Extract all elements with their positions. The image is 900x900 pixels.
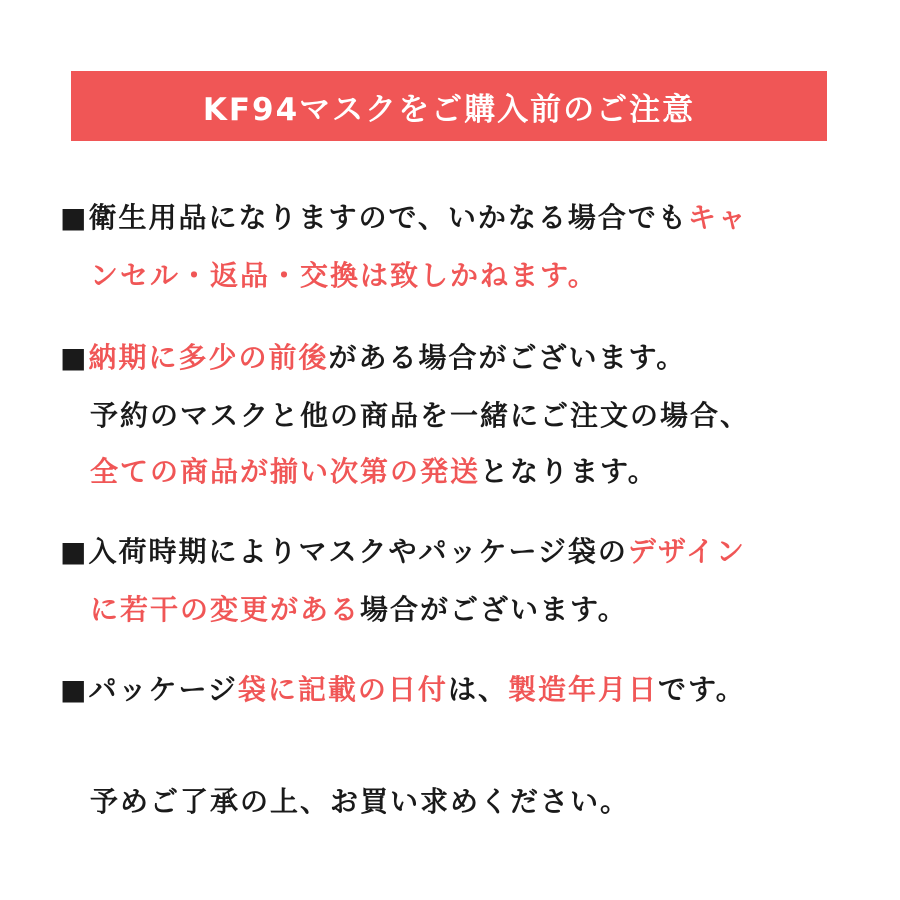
note-4-highlight-2: 製造年月日	[507, 673, 658, 706]
bullet-square-icon: ■	[60, 201, 89, 234]
note-2-line-1	[60, 338, 686, 378]
bullet-square-icon: ■	[60, 341, 89, 374]
note-1-line-1	[60, 198, 748, 238]
note-2-line-2	[90, 396, 750, 436]
header-banner	[71, 71, 827, 141]
note-2-text: がある場合がございます。	[328, 341, 687, 374]
bullet-square-icon: ■	[60, 673, 89, 706]
note-1-line-2	[90, 256, 598, 296]
note-4-text-2: は、	[447, 673, 508, 706]
note-4-line-1	[60, 670, 746, 710]
closing-line	[90, 782, 630, 822]
note-2-line-3	[90, 452, 658, 492]
note-4-text-3: です。	[657, 673, 746, 706]
note-3-line-1	[60, 532, 746, 572]
note-4-text: パッケージ	[88, 673, 238, 706]
note-1-highlight-cont: ンセル・返品・交換は致しかねます。	[90, 259, 598, 292]
note-4-highlight: 袋に記載の日付	[237, 673, 448, 706]
note-2-text-2: 予約のマスクと他の商品を一緒にご注文の場合、	[90, 399, 751, 432]
note-3-text: 入荷時期によりマスクやパッケージ袋の	[88, 535, 628, 568]
note-3-highlight: デザイン	[627, 535, 746, 568]
note-3-text-2: 場合がございます。	[360, 593, 628, 626]
banner-title: KF94マスクをご購入前のご注意	[202, 91, 696, 128]
note-2-highlight: 納期に多少の前後	[88, 341, 329, 374]
note-1-text: 衛生用品になりますので、いかなる場合でも	[88, 201, 688, 234]
note-2-text-3: となります。	[480, 455, 658, 488]
note-1-highlight: キャ	[687, 201, 748, 234]
bullet-square-icon: ■	[60, 535, 89, 568]
closing-text: 予めご了承の上、お買い求めください。	[90, 785, 631, 818]
note-3-line-2	[90, 590, 628, 630]
note-2-highlight-2: 全ての商品が揃い次第の発送	[90, 455, 481, 488]
note-3-highlight-2: に若干の変更がある	[90, 593, 361, 626]
